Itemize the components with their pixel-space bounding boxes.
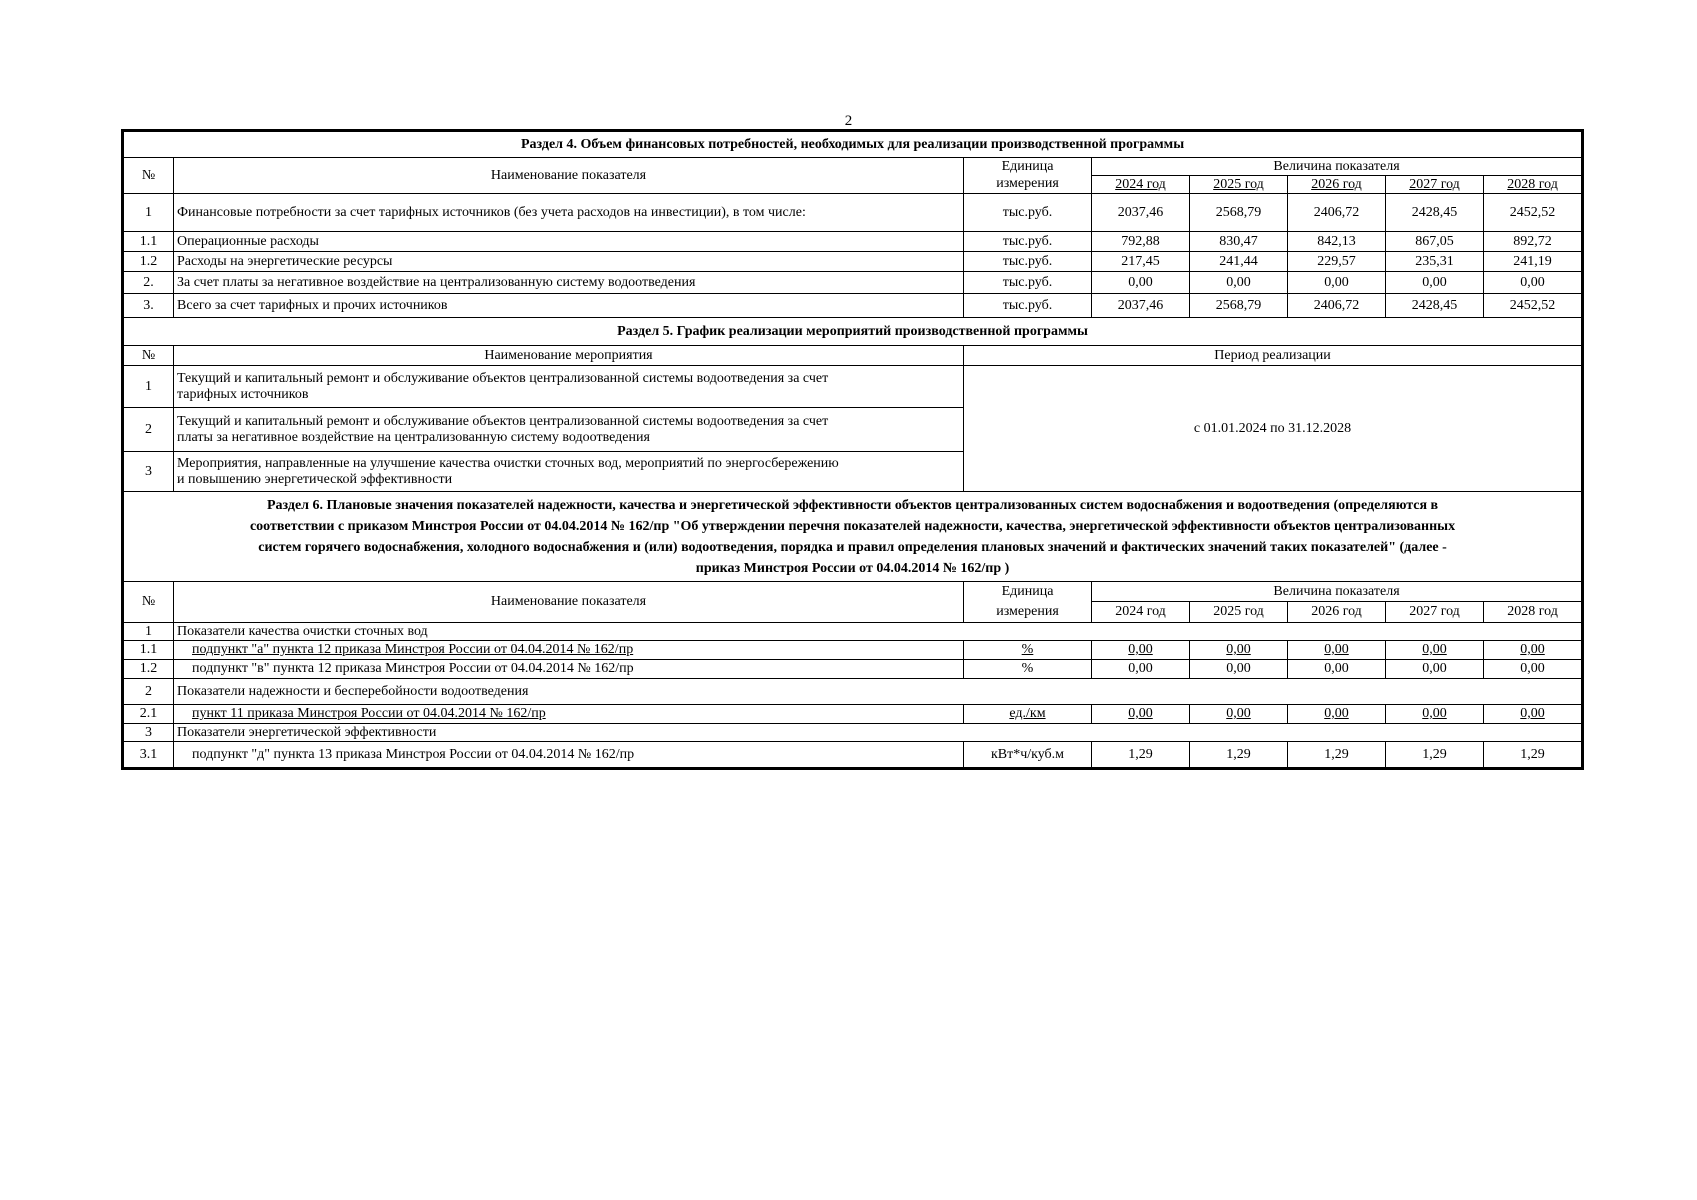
row-num: 1.1 xyxy=(124,232,174,252)
col-header-name: Наименование показателя xyxy=(174,582,964,623)
row-unit: ед./км xyxy=(964,705,1092,724)
table-row xyxy=(124,252,1582,272)
table-row xyxy=(124,366,1582,408)
row-name: подпункт "д" пункта 13 приказа Минстроя России от 04.04.2014 № 162/пр xyxy=(174,742,964,768)
col-header-name: Наименование показателя xyxy=(174,158,964,194)
row-value: 0,00 xyxy=(1386,660,1484,679)
year-2025: 2025 год xyxy=(1190,602,1288,623)
implementation-period: с 01.01.2024 по 31.12.2028 xyxy=(964,366,1582,492)
row-unit: тыс.руб. xyxy=(964,272,1092,294)
year-2024: 2024 год xyxy=(1092,602,1190,623)
table-row xyxy=(124,742,1582,768)
row-value: 0,00 xyxy=(1484,272,1582,294)
col-header-unit-top: Единица xyxy=(964,582,1092,602)
row-value: 0,00 xyxy=(1190,641,1288,660)
row-name-line: Мероприятия, направленные на улучшение качества очистки сточных вод, мероприятий по энергосбережению xyxy=(177,455,839,471)
row-value: 0,00 xyxy=(1190,705,1288,724)
table-row xyxy=(124,705,1582,724)
row-value: 0,00 xyxy=(1288,660,1386,679)
row-num: 2 xyxy=(124,408,174,452)
year-2028: 2028 год xyxy=(1484,602,1582,623)
col-header-num: № xyxy=(124,158,174,194)
col-header-unit-bottom: измерения xyxy=(964,176,1092,194)
row-value: 0,00 xyxy=(1092,641,1190,660)
row-num: 3 xyxy=(124,452,174,492)
row-name xyxy=(174,366,964,408)
row-name-line: Текущий и капитальный ремонт и обслуживание объектов централизованной системы водоотведения за счет xyxy=(177,413,829,429)
row-name: подпункт "в" пункта 12 приказа Минстроя России от 04.04.2014 № 162/пр xyxy=(174,660,964,679)
production-program-table xyxy=(123,131,1582,768)
row-value: 842,13 xyxy=(1288,232,1386,252)
row-name-line: платы за негативное воздействие на централизованную систему водоотведения xyxy=(177,429,650,445)
group-row xyxy=(124,623,1582,641)
row-value: 217,45 xyxy=(1092,252,1190,272)
section5-title-row xyxy=(124,318,1582,346)
row-value: 241,19 xyxy=(1484,252,1582,272)
row-value: 2568,79 xyxy=(1190,294,1288,318)
row-name: За счет платы за негативное воздействие на централизованную систему водоотведения xyxy=(174,272,964,294)
row-unit: тыс.руб. xyxy=(964,232,1092,252)
table-row xyxy=(124,232,1582,252)
row-value: 235,31 xyxy=(1386,252,1484,272)
row-name: подпункт "а" пункта 12 приказа Минстроя России от 04.04.2014 № 162/пр xyxy=(174,641,964,660)
group-num: 2 xyxy=(124,679,174,705)
row-value: 0,00 xyxy=(1288,705,1386,724)
row-num: 1.1 xyxy=(124,641,174,660)
year-2028: 2028 год xyxy=(1484,176,1582,194)
row-value: 0,00 xyxy=(1386,641,1484,660)
row-name: Финансовые потребности за счет тарифных источников (без учета расходов на инвестиции), в том числе: xyxy=(174,194,964,232)
col-header-num: № xyxy=(124,582,174,623)
row-value: 0,00 xyxy=(1484,705,1582,724)
group-name: Показатели качества очистки сточных вод xyxy=(174,623,1582,641)
group-row xyxy=(124,679,1582,705)
row-value: 2406,72 xyxy=(1288,194,1386,232)
group-num: 1 xyxy=(124,623,174,641)
year-2027: 2027 год xyxy=(1386,602,1484,623)
group-num: 3 xyxy=(124,724,174,742)
row-value: 0,00 xyxy=(1092,660,1190,679)
col-header-value: Величина показателя xyxy=(1092,158,1582,176)
row-value: 867,05 xyxy=(1386,232,1484,252)
group-name: Показатели надежности и бесперебойности водоотведения xyxy=(174,679,1582,705)
section6-title-line: приказ Минстроя России от 04.04.2014 № 162/пр ) xyxy=(695,560,1010,576)
row-value: 0,00 xyxy=(1092,705,1190,724)
row-name: пункт 11 приказа Минстроя России от 04.04.2014 № 162/пр xyxy=(174,705,964,724)
row-value: 0,00 xyxy=(1092,272,1190,294)
row-value: 792,88 xyxy=(1092,232,1190,252)
col-header-value: Величина показателя xyxy=(1092,582,1582,602)
row-unit: % xyxy=(964,660,1092,679)
row-num: 3.1 xyxy=(124,742,174,768)
row-name-line: и повышению энергетической эффективности xyxy=(177,471,453,487)
row-unit: тыс.руб. xyxy=(964,194,1092,232)
row-value: 0,00 xyxy=(1190,272,1288,294)
year-2025: 2025 год xyxy=(1190,176,1288,194)
row-num: 2. xyxy=(124,272,174,294)
row-unit: кВт*ч/куб.м xyxy=(964,742,1092,768)
group-row xyxy=(124,724,1582,742)
table-row xyxy=(124,641,1582,660)
row-value: 1,29 xyxy=(1092,742,1190,768)
year-2027: 2027 год xyxy=(1386,176,1484,194)
section5-title: Раздел 5. График реализации мероприятий производственной программы xyxy=(124,318,1582,346)
col-header-name: Наименование мероприятия xyxy=(174,346,964,366)
row-value: 241,44 xyxy=(1190,252,1288,272)
row-unit: % xyxy=(964,641,1092,660)
section6-title xyxy=(124,492,1582,582)
row-value: 1,29 xyxy=(1288,742,1386,768)
section4-title-row xyxy=(124,132,1582,158)
row-value: 2037,46 xyxy=(1092,294,1190,318)
row-value: 2452,52 xyxy=(1484,294,1582,318)
row-value: 0,00 xyxy=(1484,660,1582,679)
row-num: 2.1 xyxy=(124,705,174,724)
row-value: 2428,45 xyxy=(1386,194,1484,232)
row-name: Расходы на энергетические ресурсы xyxy=(174,252,964,272)
section4-title: Раздел 4. Объем финансовых потребностей, необходимых для реализации производственной программы xyxy=(124,132,1582,158)
row-value: 2568,79 xyxy=(1190,194,1288,232)
row-value: 1,29 xyxy=(1484,742,1582,768)
row-name xyxy=(174,452,964,492)
row-value: 2037,46 xyxy=(1092,194,1190,232)
year-2024: 2024 год xyxy=(1092,176,1190,194)
section5-header-row xyxy=(124,346,1582,366)
row-value: 229,57 xyxy=(1288,252,1386,272)
row-unit: тыс.руб. xyxy=(964,252,1092,272)
section4-header-row xyxy=(124,158,1582,176)
row-value: 2428,45 xyxy=(1386,294,1484,318)
section6-title-line: систем горячего водоснабжения, холодного водоснабжения и (или) водоотведения, порядка и правил определения плановых значений и фактических значений таких показателей" (далее - xyxy=(258,539,1447,555)
section6-title-row xyxy=(124,492,1582,582)
col-header-unit-top: Единица xyxy=(964,158,1092,176)
row-num: 1 xyxy=(124,366,174,408)
row-num: 1 xyxy=(124,194,174,232)
section6-header-row xyxy=(124,582,1582,602)
table-row xyxy=(124,660,1582,679)
row-value: 830,47 xyxy=(1190,232,1288,252)
table-row xyxy=(124,272,1582,294)
table-row xyxy=(124,294,1582,318)
row-value: 0,00 xyxy=(1386,705,1484,724)
row-value: 892,72 xyxy=(1484,232,1582,252)
row-value: 0,00 xyxy=(1288,641,1386,660)
col-header-period: Период реализации xyxy=(964,346,1582,366)
row-name xyxy=(174,408,964,452)
row-num: 1.2 xyxy=(124,660,174,679)
row-num: 3. xyxy=(124,294,174,318)
page-number: 2 xyxy=(844,113,853,129)
table-row xyxy=(124,194,1582,232)
year-2026: 2026 год xyxy=(1288,176,1386,194)
group-name: Показатели энергетической эффективности xyxy=(174,724,1582,742)
row-unit: тыс.руб. xyxy=(964,294,1092,318)
row-value: 0,00 xyxy=(1386,272,1484,294)
section6-title-line: соответствии с приказом Минстроя России от 04.04.2014 № 162/пр "Об утверждении перечня показателей надежности, качества, энергетической эффективности объектов централизованных xyxy=(249,518,1456,534)
row-name: Операционные расходы xyxy=(174,232,964,252)
col-header-num: № xyxy=(124,346,174,366)
row-value: 1,29 xyxy=(1386,742,1484,768)
row-value: 0,00 xyxy=(1484,641,1582,660)
row-value: 0,00 xyxy=(1190,660,1288,679)
row-name: Всего за счет тарифных и прочих источников xyxy=(174,294,964,318)
section6-title-line: Раздел 6. Плановые значения показателей надежности, качества и энергетической эффективности объектов централизованных систем водоснабжения и водоотведения (определяются в xyxy=(266,497,1439,513)
row-name-line: Текущий и капитальный ремонт и обслуживание объектов централизованной системы водоотведения за счет xyxy=(177,370,829,386)
row-num: 1.2 xyxy=(124,252,174,272)
row-name-line: тарифных источников xyxy=(177,386,309,402)
row-value: 1,29 xyxy=(1190,742,1288,768)
row-value: 2406,72 xyxy=(1288,294,1386,318)
year-2026: 2026 год xyxy=(1288,602,1386,623)
row-value: 2452,52 xyxy=(1484,194,1582,232)
col-header-unit-bottom: измерения xyxy=(964,602,1092,623)
row-value: 0,00 xyxy=(1288,272,1386,294)
